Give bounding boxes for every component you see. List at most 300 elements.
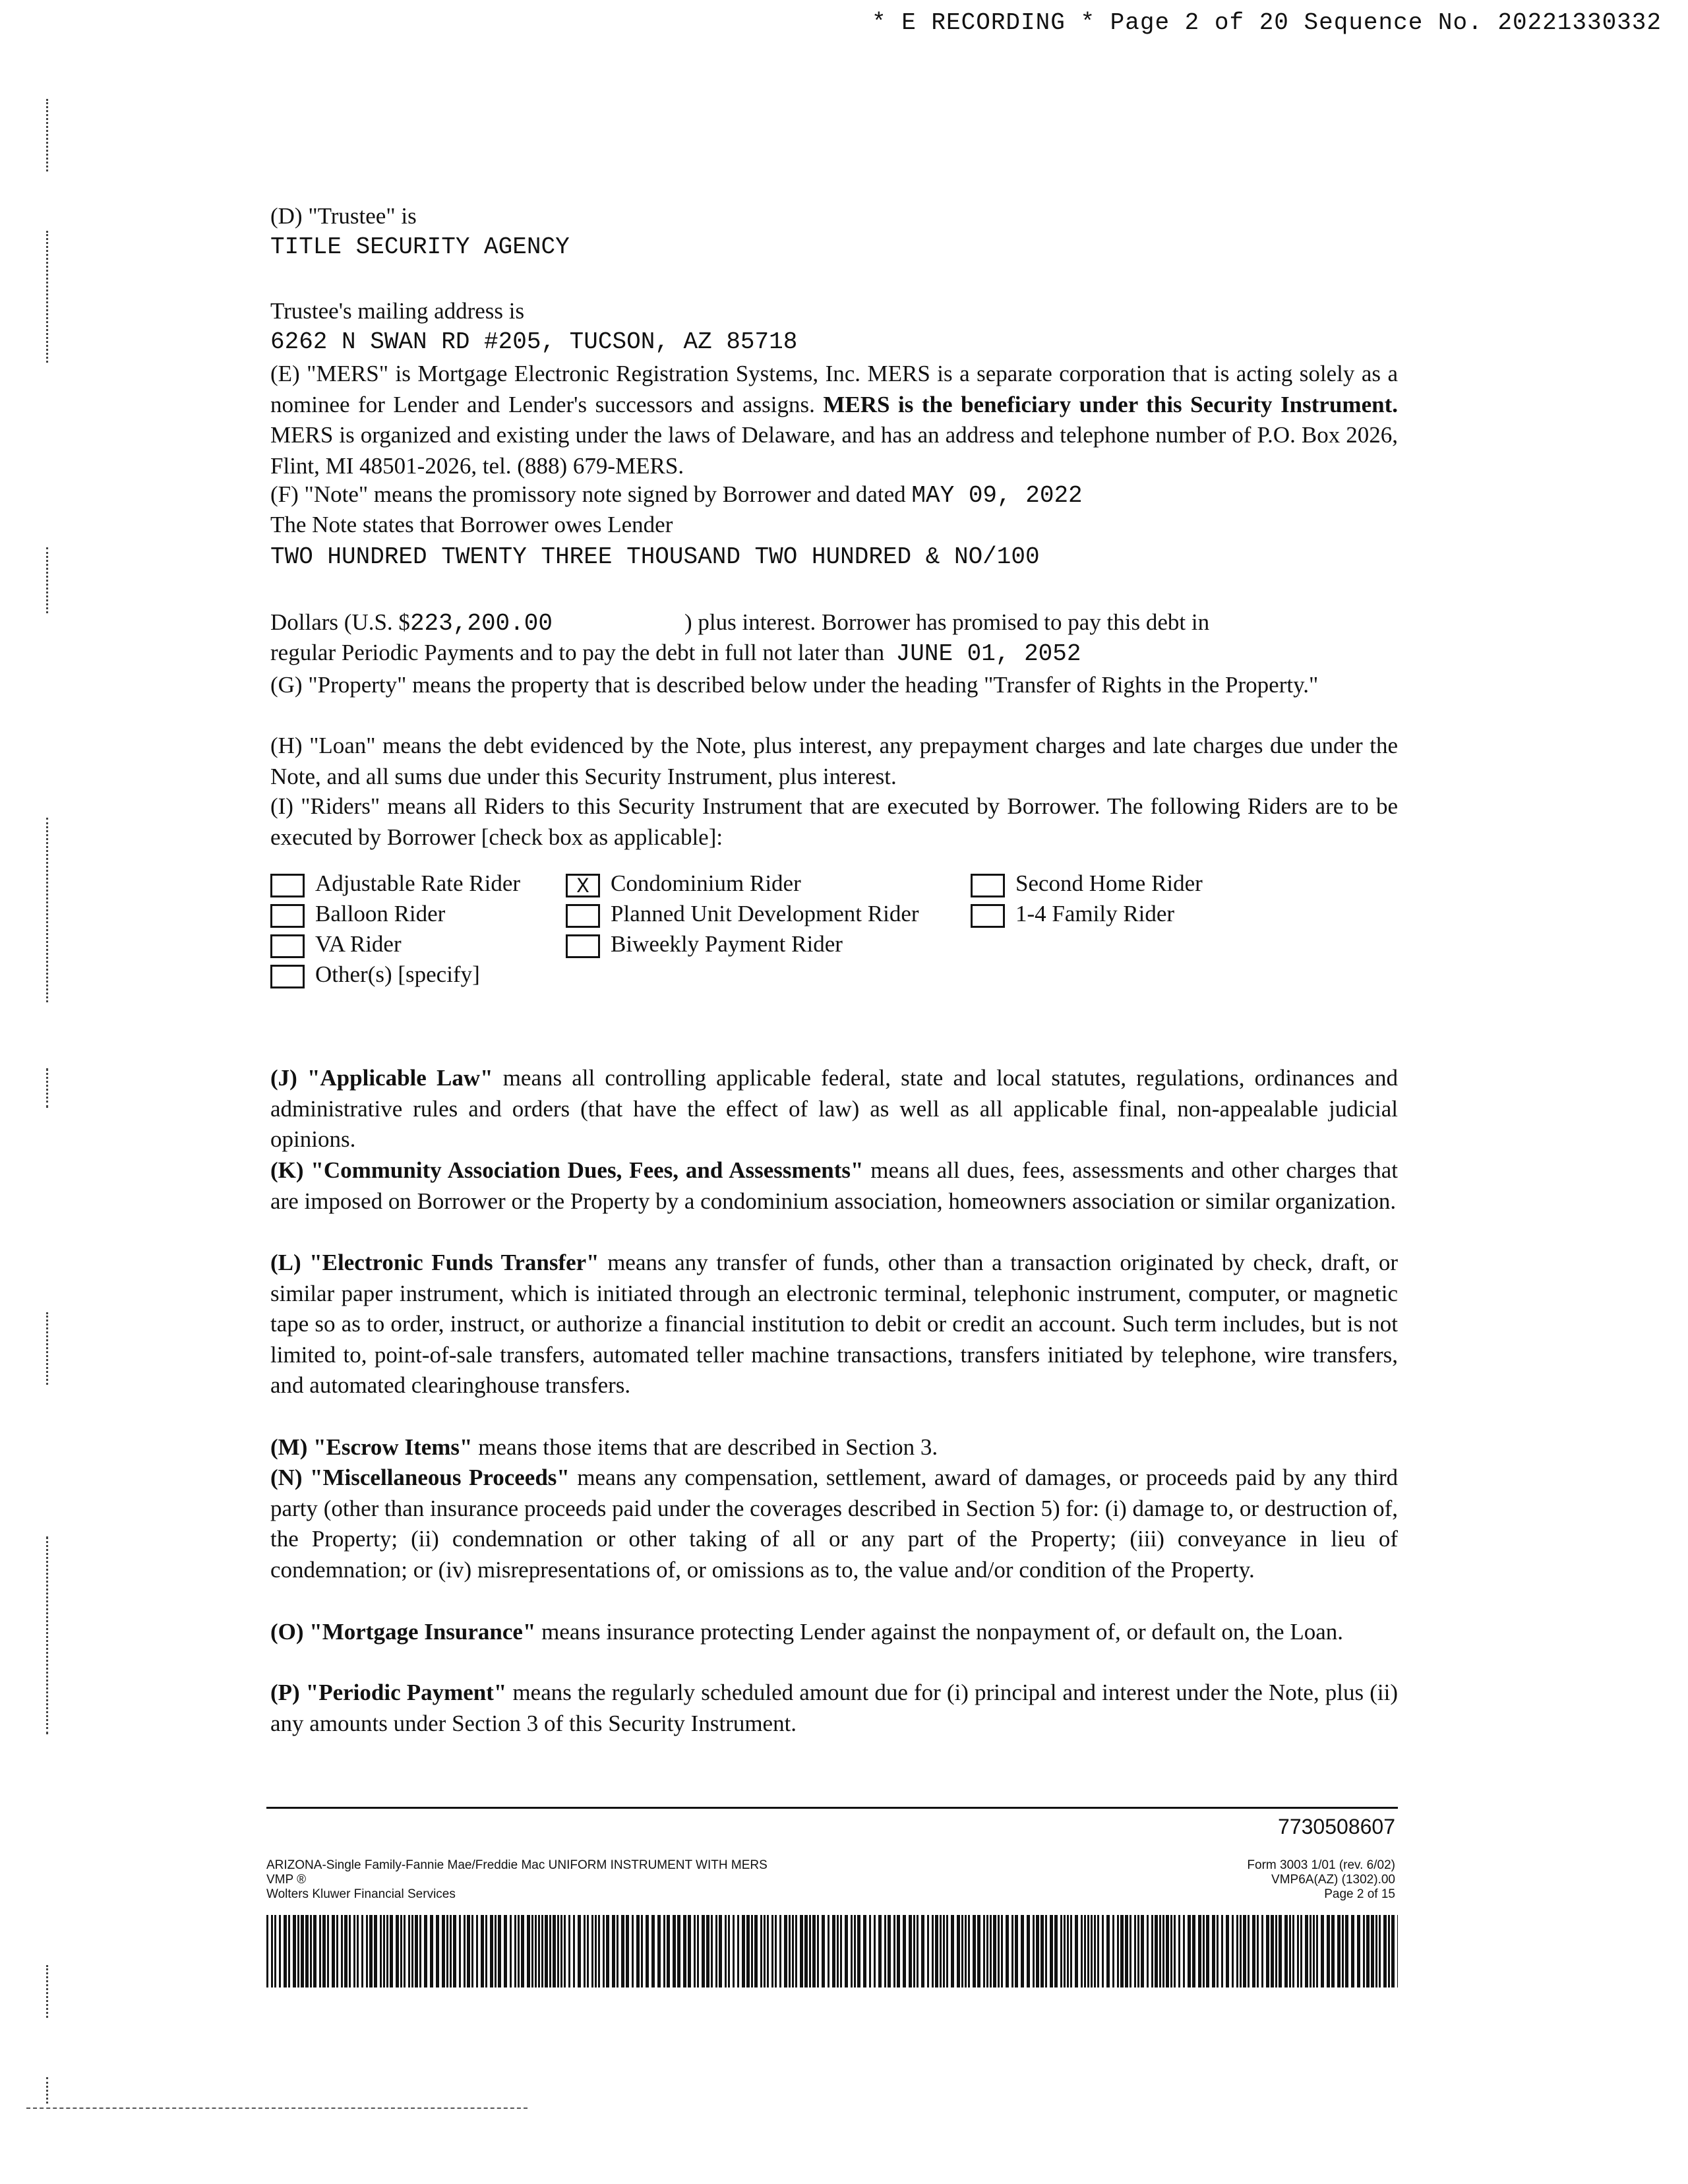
barcode-bar [1236, 1915, 1238, 1987]
payments-text: regular Periodic Payments and to pay the debt in full not later than [270, 640, 885, 665]
barcode-bar [1040, 1915, 1044, 1987]
barcode-bar [677, 1915, 680, 1987]
barcode-bar [603, 1915, 605, 1987]
barcode-bar [404, 1915, 406, 1987]
barcode-bar [1342, 1915, 1344, 1987]
barcode-bar [527, 1915, 530, 1987]
barcode-bar [719, 1915, 722, 1987]
barcode-bar [1271, 1915, 1274, 1987]
barcode-bar [396, 1915, 399, 1987]
dollars-prefix: Dollars (U.S. $ [270, 609, 410, 635]
barcode-bar [822, 1915, 825, 1987]
barcode-bar [587, 1915, 589, 1987]
barcode-bar [573, 1915, 575, 1987]
barcode-bar [453, 1915, 456, 1987]
barcode-bar [471, 1915, 473, 1987]
barcode-bar [913, 1915, 915, 1987]
section-l-paragraph: (L) "Electronic Funds Transfer" means any transfer of funds, other than a transaction originated by check, draft, or similar paper instrument, which is initiated through an electronic terminal, telephonic instrument, computer, or magnetic tape so as to order, instruct, or authorize a financial institution to debit or credit an account. Such term includes, but is not limited to, point-of-sale transfers, automated teller machine transactions, transfers initiated by telephone, wire transfers, and automated clearinghouse transfers. [270, 1250, 1399, 1398]
barcode-bar [481, 1915, 484, 1987]
barcode-bar [1151, 1915, 1153, 1987]
barcode-bar [1091, 1915, 1093, 1987]
barcode-bar [1006, 1915, 1009, 1987]
section-k-paragraph: (K) "Community Association Dues, Fees, and Assessments" means all dues, fees, assessments and other charges that are imposed on Borrower or the Property by a condominium association, homeowners association or similar organization. [270, 1157, 1398, 1214]
barcode-bar [1045, 1915, 1047, 1987]
section-o-term: (O) "Mortgage Insurance" [270, 1619, 536, 1645]
barcode-bar [553, 1915, 556, 1987]
form-identifier [1068, 1858, 1395, 1902]
barcode-bar [327, 1915, 329, 1987]
barcode-bar [1321, 1915, 1324, 1987]
barcode-bar [869, 1915, 871, 1987]
note-owes-line: The Note states that Borrower owes Lender [270, 512, 673, 537]
form-code: VMP6A(AZ) (1302).00 [1271, 1873, 1395, 1887]
barcode-bar [1375, 1915, 1377, 1987]
barcode-bar [568, 1915, 570, 1987]
barcode-bar [1240, 1915, 1242, 1987]
barcode-bar [1027, 1915, 1030, 1987]
barcode-bar [771, 1915, 773, 1987]
barcode-bar [673, 1915, 676, 1987]
barcode-bar [1203, 1915, 1205, 1987]
barcode-bar [521, 1915, 524, 1987]
barcode-image [266, 1915, 1398, 1987]
barcode-bar [706, 1915, 709, 1987]
barcode-bar [1297, 1915, 1299, 1987]
section-j-term: (J) "Applicable Law" [270, 1065, 493, 1091]
barcode-bar [1130, 1915, 1131, 1987]
barcode-bar [683, 1915, 686, 1987]
barcode-bar [1366, 1915, 1370, 1987]
barcode-bar [1206, 1915, 1209, 1987]
barcode-bar [986, 1915, 988, 1987]
barcode-bar [1033, 1915, 1035, 1987]
section-k-term: (K) "Community Association Dues, Fees, and Assessments" [270, 1157, 864, 1183]
barcode-bar [344, 1915, 347, 1987]
barcode-bar [809, 1915, 811, 1987]
barcode-bar [632, 1915, 634, 1987]
barcode-bar [854, 1915, 856, 1987]
barcode-bar [1257, 1915, 1259, 1987]
barcode-bar [667, 1915, 670, 1987]
barcode-bar [965, 1915, 967, 1987]
barcode-bar [495, 1915, 497, 1987]
barcode-bar [1087, 1915, 1089, 1987]
barcode-bar [1388, 1915, 1390, 1987]
checkbox[interactable] [566, 904, 600, 928]
form-description [266, 1858, 768, 1902]
barcode-bar [1060, 1915, 1062, 1987]
barcode-bar [817, 1915, 819, 1987]
checkbox[interactable] [270, 874, 305, 897]
barcode-bar [606, 1915, 609, 1987]
form-title: ARIZONA-Single Family-Fannie Mae/Freddie Mac UNIFORM INSTRUMENT WITH MERS [266, 1858, 768, 1872]
barcode-bar [319, 1915, 321, 1987]
barcode-bar [754, 1915, 758, 1987]
section-f-line [270, 481, 1083, 509]
barcode-bar [464, 1915, 466, 1987]
barcode-bar [961, 1915, 963, 1987]
barcode-bar [560, 1915, 562, 1987]
section-i-paragraph: (I) "Riders" means all Riders to this Security Instrument that are executed by Borrower. The following Riders are to be executed by Borrower [check box as applicable]: [270, 793, 1398, 850]
barcode-bar [1188, 1915, 1191, 1987]
barcode-bar [595, 1915, 597, 1987]
barcode-bar [1070, 1915, 1072, 1987]
barcode-bar [1275, 1915, 1277, 1987]
barcode-bar [1174, 1915, 1176, 1987]
barcode-bar [725, 1915, 727, 1987]
barcode-bar [349, 1915, 351, 1987]
barcode-bar [541, 1915, 543, 1987]
dollars-line [270, 609, 1209, 637]
form-number: Form 3003 1/01 (rev. 6/02) [1247, 1858, 1395, 1872]
barcode-bar [1383, 1915, 1387, 1987]
barcode-bar [1266, 1915, 1269, 1987]
barcode-bar [1300, 1915, 1302, 1987]
form-page: Page 2 of 15 [1324, 1887, 1395, 1901]
barcode-bar [878, 1915, 882, 1987]
barcode-bar [828, 1915, 829, 1987]
barcode-bar [688, 1915, 691, 1987]
barcode-bar [921, 1915, 924, 1987]
barcode-bar [271, 1915, 273, 1987]
barcode-bar [1159, 1915, 1161, 1987]
barcode-bar [549, 1915, 551, 1987]
barcode-bar [946, 1915, 948, 1987]
barcode-bar [812, 1915, 816, 1987]
barcode-bar [951, 1915, 954, 1987]
section-e-rest: MERS is organized and existing under the laws of Delaware, and has an address and telephone number of P.O. Box 2026, Flint, MI 48501-2026, tel. (888) 679-MERS. [270, 422, 1398, 479]
section-h-paragraph: (H) "Loan" means the debt evidenced by the Note, plus interest, any prepayment charges and late charges due under the Note, and all sums due under this Security Instrument, plus interest. [270, 733, 1398, 789]
barcode-bar [657, 1915, 661, 1987]
trustee-mailing-address: 6262 N SWAN RD #205, TUCSON, AZ 85718 [270, 328, 798, 355]
barcode-bar [361, 1915, 363, 1987]
barcode-bar [498, 1915, 501, 1987]
barcode-bar [1015, 1915, 1018, 1987]
barcode-bar [1178, 1915, 1180, 1987]
barcode-bar [380, 1915, 382, 1987]
scan-margin-dots [46, 2077, 61, 2104]
barcode-bar [789, 1915, 791, 1987]
rider-condominium[interactable]: X Condominium Rider [566, 870, 801, 901]
barcode-bar [909, 1915, 912, 1987]
checkbox[interactable] [971, 904, 1005, 928]
section-f-text: (F) "Note" means the promissory note signed by Borrower and dated [270, 481, 906, 507]
barcode-bar [764, 1915, 766, 1987]
rider-va[interactable]: VA Rider [270, 931, 402, 961]
barcode-bar [341, 1915, 343, 1987]
barcode-bar [357, 1915, 359, 1987]
barcode-bar [535, 1915, 537, 1987]
barcode-bar [1183, 1915, 1185, 1987]
barcode-bar [663, 1915, 665, 1987]
barcode-bar [386, 1915, 388, 1987]
barcode-bar [733, 1915, 735, 1987]
barcode-bar [1050, 1915, 1053, 1987]
barcode-bar [1397, 1915, 1398, 1987]
barcode-bar [1155, 1915, 1158, 1987]
barcode-bar [917, 1915, 919, 1987]
barcode-bar [538, 1915, 540, 1987]
barcode-bar [284, 1915, 287, 1987]
barcode-bar [1198, 1915, 1201, 1987]
barcode-bar [1011, 1915, 1013, 1987]
barcode-bar [935, 1915, 938, 1987]
barcode-bar [694, 1915, 696, 1987]
loan-number: 7730508607 [1278, 1815, 1395, 1838]
barcode-bar [646, 1915, 649, 1987]
barcode-bar [940, 1915, 942, 1987]
section-g-paragraph: (G) "Property" means the property that is described below under the heading "Transfer of Rights in the Property." [270, 672, 1319, 698]
trustee-name: TITLE SECURITY AGENCY [270, 233, 570, 260]
barcode-bar [510, 1915, 512, 1987]
barcode-bar [598, 1915, 600, 1987]
barcode-bar [514, 1915, 516, 1987]
barcode-bar [476, 1915, 478, 1987]
barcode-bar [612, 1915, 615, 1987]
barcode-bar [1289, 1915, 1291, 1987]
barcode-bar [1162, 1915, 1164, 1987]
dollars-suffix: ) plus interest. Borrower has promised to pay this debt in [684, 609, 1210, 635]
barcode-bar [1054, 1915, 1058, 1987]
barcode-bar [795, 1915, 797, 1987]
barcode-bar [1021, 1915, 1024, 1987]
barcode-bar [485, 1915, 487, 1987]
barcode-bar [840, 1915, 842, 1987]
scan-margin-dots [46, 1312, 61, 1385]
barcode-bar [832, 1915, 835, 1987]
scan-margin-dots [46, 818, 61, 1002]
barcode-bar [1125, 1915, 1128, 1987]
barcode-bar [1391, 1915, 1395, 1987]
barcode-bar [383, 1915, 385, 1987]
barcode-bar [998, 1915, 1000, 1987]
barcode-bar [288, 1915, 290, 1987]
barcode-bar [322, 1915, 326, 1987]
scan-margin-dots [46, 1536, 61, 1734]
barcode-bar [636, 1915, 640, 1987]
checkbox[interactable] [566, 934, 600, 958]
barcode-bar [857, 1915, 860, 1987]
barcode-bar [1305, 1915, 1308, 1987]
barcode-bar [518, 1915, 520, 1987]
barcode-bar [1292, 1915, 1294, 1987]
barcode-bar [1279, 1915, 1282, 1987]
barcode-bar [408, 1915, 410, 1987]
barcode-bar [1036, 1915, 1039, 1987]
scan-margin-dots [46, 99, 61, 171]
section-n-paragraph: (N) "Miscellaneous Proceeds" means any compensation, settlement, award of damages, or proceeds paid by any third party (other than insurance proceeds paid under the coverages described in Section 5) for: (i) damage to, or destruction of, the Property; (ii) condemnation or other taking of all or any part of the Property; (iii) conveyance in lieu of condemnation; or (iv) misrepresentations of, or omissions as to, the value and/or condition of the Property. [270, 1465, 1398, 1583]
barcode-bar [1102, 1915, 1104, 1987]
barcode-bar [903, 1915, 906, 1987]
barcode-bar [767, 1915, 769, 1987]
barcode-bar [1106, 1915, 1110, 1987]
barcode-bar [641, 1915, 643, 1987]
barcode-bar [424, 1915, 427, 1987]
barcode-bar [1248, 1915, 1250, 1987]
barcode-bar [1327, 1915, 1330, 1987]
barcode-bar [751, 1915, 753, 1987]
barcode-bar [353, 1915, 355, 1987]
checkbox[interactable] [270, 965, 305, 988]
barcode-bar [374, 1915, 377, 1987]
barcode-bar [1351, 1915, 1354, 1987]
barcode-bar [977, 1915, 980, 1987]
barcode-bar [545, 1915, 548, 1987]
barcode-bar [1284, 1915, 1288, 1987]
riders-checklist [270, 870, 1404, 1002]
rider-balloon[interactable]: Balloon Rider [270, 901, 445, 931]
barcode-bar [1097, 1915, 1099, 1987]
trustee-mailing-label: Trustee's mailing address is [270, 298, 525, 324]
barcode-bar [1232, 1915, 1234, 1987]
barcode-bar [446, 1915, 448, 1987]
barcode-bar [845, 1915, 848, 1987]
barcode-bar [1075, 1915, 1078, 1987]
section-d-label: (D) "Trustee" is [270, 203, 417, 229]
barcode-bar [1331, 1915, 1335, 1987]
barcode-bar [1337, 1915, 1341, 1987]
barcode-bar [1261, 1915, 1263, 1987]
section-e-lead: (E) "MERS" is Mortgage Electronic Registration Systems, Inc. MERS is a separate corporation that is acting solely as a nominee for Lender and Lender's successors and assigns. [270, 361, 1398, 417]
barcode-bar [932, 1915, 934, 1987]
scan-margin-dots [46, 547, 61, 613]
barcode-bar [1094, 1915, 1096, 1987]
barcode-bar [779, 1915, 781, 1987]
barcode-bar [1170, 1915, 1172, 1987]
barcode-bar [1243, 1915, 1246, 1987]
barcode-bar [369, 1915, 373, 1987]
section-j-paragraph: (J) "Applicable Law" means all controlling applicable federal, state and local statutes, regulations, ordinances and administrative rules and orders (that have the effect of law) as well as all applicable final, non-appealable judicial opinions. [270, 1065, 1398, 1152]
barcode-bar [578, 1915, 581, 1987]
section-n-term: (N) "Miscellaneous Proceeds" [270, 1465, 570, 1490]
barcode-bar [557, 1915, 559, 1987]
barcode-bar [531, 1915, 533, 1987]
barcode-bar [1310, 1915, 1311, 1987]
barcode-bar [442, 1915, 445, 1987]
section-p-paragraph: (P) "Periodic Payment" means the regularly scheduled amount due for (i) principal and interest under the Note, plus (ii) any amounts under Section 3 of this Security Instrument. [270, 1680, 1398, 1736]
barcode-bar [436, 1915, 439, 1987]
barcode-bar [1166, 1915, 1169, 1987]
barcode-bar [430, 1915, 433, 1987]
barcode-bar [1226, 1915, 1229, 1987]
barcode-bar [884, 1915, 886, 1987]
barcode-bar [310, 1915, 312, 1987]
barcode-bar [927, 1915, 929, 1987]
barcode-bar [957, 1915, 960, 1987]
barcode-bar [715, 1915, 717, 1987]
section-o-paragraph: (O) "Mortgage Insurance" means insurance protecting Lender against the nonpayment of, or default on, the Loan. [270, 1619, 1343, 1645]
barcode-bar [851, 1915, 853, 1987]
section-m-paragraph: (M) "Escrow Items" means those items that are described in Section 3. [270, 1434, 938, 1460]
publisher: Wolters Kluwer Financial Services [266, 1887, 456, 1901]
barcode-bar [651, 1915, 655, 1987]
rider-adjustable-rate[interactable]: Adjustable Rate Rider [270, 870, 520, 901]
barcode-bar [305, 1915, 309, 1987]
barcode-bar [450, 1915, 452, 1987]
note-date: MAY 09, 2022 [911, 482, 1083, 509]
barcode-bar [1217, 1915, 1219, 1987]
barcode-bar [1067, 1915, 1069, 1987]
barcode-bar [863, 1915, 866, 1987]
barcode-bar [837, 1915, 839, 1987]
barcode-bar [943, 1915, 945, 1987]
barcode-bar [775, 1915, 777, 1987]
recording-header: * E RECORDING * Page 2 of 20 Sequence No. 20221330332 [872, 9, 1662, 36]
scan-margin-dots [46, 1965, 61, 2018]
barcode-bar [400, 1915, 402, 1987]
barcode-bar [804, 1915, 808, 1987]
rider-biweekly-payment[interactable]: Biweekly Payment Rider [566, 931, 843, 961]
barcode-bar [591, 1915, 593, 1987]
barcode-bar [390, 1915, 393, 1987]
scan-margin-dots [46, 1068, 61, 1108]
barcode-bar [697, 1915, 699, 1987]
barcode-bar [1112, 1915, 1114, 1987]
barcode-bar [993, 1915, 996, 1987]
section-l-term: (L) "Electronic Funds Transfer" [270, 1250, 599, 1275]
rider-others[interactable]: Other(s) [specify] [270, 961, 480, 992]
barcode-bar [332, 1915, 335, 1987]
barcode-bar [760, 1915, 762, 1987]
barcode-bar [467, 1915, 470, 1987]
rider-planned-unit-development[interactable]: Planned Unit Development Rider [566, 901, 919, 931]
barcode-bar [504, 1915, 507, 1987]
barcode-bar [742, 1915, 745, 1987]
barcode-bar [897, 1915, 900, 1987]
barcode-bar [1141, 1915, 1144, 1987]
barcode-bar [1252, 1915, 1255, 1987]
checkbox[interactable] [270, 934, 305, 958]
barcode-bar [419, 1915, 421, 1987]
barcode-bar [1316, 1915, 1318, 1987]
barcode-bar [490, 1915, 493, 1987]
scan-edge-line [26, 2108, 528, 2109]
barcode-bar [728, 1915, 730, 1987]
barcode-bar [1001, 1915, 1003, 1987]
barcode-bar [626, 1915, 629, 1987]
barcode-bar [313, 1915, 316, 1987]
barcode-bar [411, 1915, 413, 1987]
barcode-bar [293, 1915, 296, 1987]
barcode-bar [301, 1915, 304, 1987]
barcode-bar [1371, 1915, 1374, 1987]
barcode-bar [459, 1915, 461, 1987]
barcode-bar [746, 1915, 750, 1987]
footer-rule [266, 1807, 1398, 1809]
scan-margin-dots [46, 231, 61, 363]
barcode-bar [737, 1915, 739, 1987]
barcode-bar [874, 1915, 876, 1987]
rider-second-home[interactable]: Second Home Rider [971, 870, 1203, 901]
barcode-bar [800, 1915, 803, 1987]
barcode-bar [990, 1915, 992, 1987]
barcode-bar [1363, 1915, 1365, 1987]
checkbox-checked[interactable]: X [566, 874, 600, 897]
barcode-bar [1147, 1915, 1149, 1987]
barcode-bar [1192, 1915, 1195, 1987]
barcode-bar [297, 1915, 299, 1987]
checkbox[interactable] [971, 874, 1005, 897]
checkbox[interactable] [270, 904, 305, 928]
barcode-bar [968, 1915, 970, 1987]
vmp-mark: VMP ® [266, 1873, 307, 1887]
section-e-paragraph [270, 359, 1398, 481]
section-e-bold: MERS is the beneficiary under this Security Instrument. [814, 391, 1398, 417]
barcode-bar [792, 1915, 794, 1987]
barcode-bar [617, 1915, 618, 1987]
rider-1-4-family[interactable]: 1-4 Family Rider [971, 901, 1174, 931]
barcode-bar [888, 1915, 891, 1987]
